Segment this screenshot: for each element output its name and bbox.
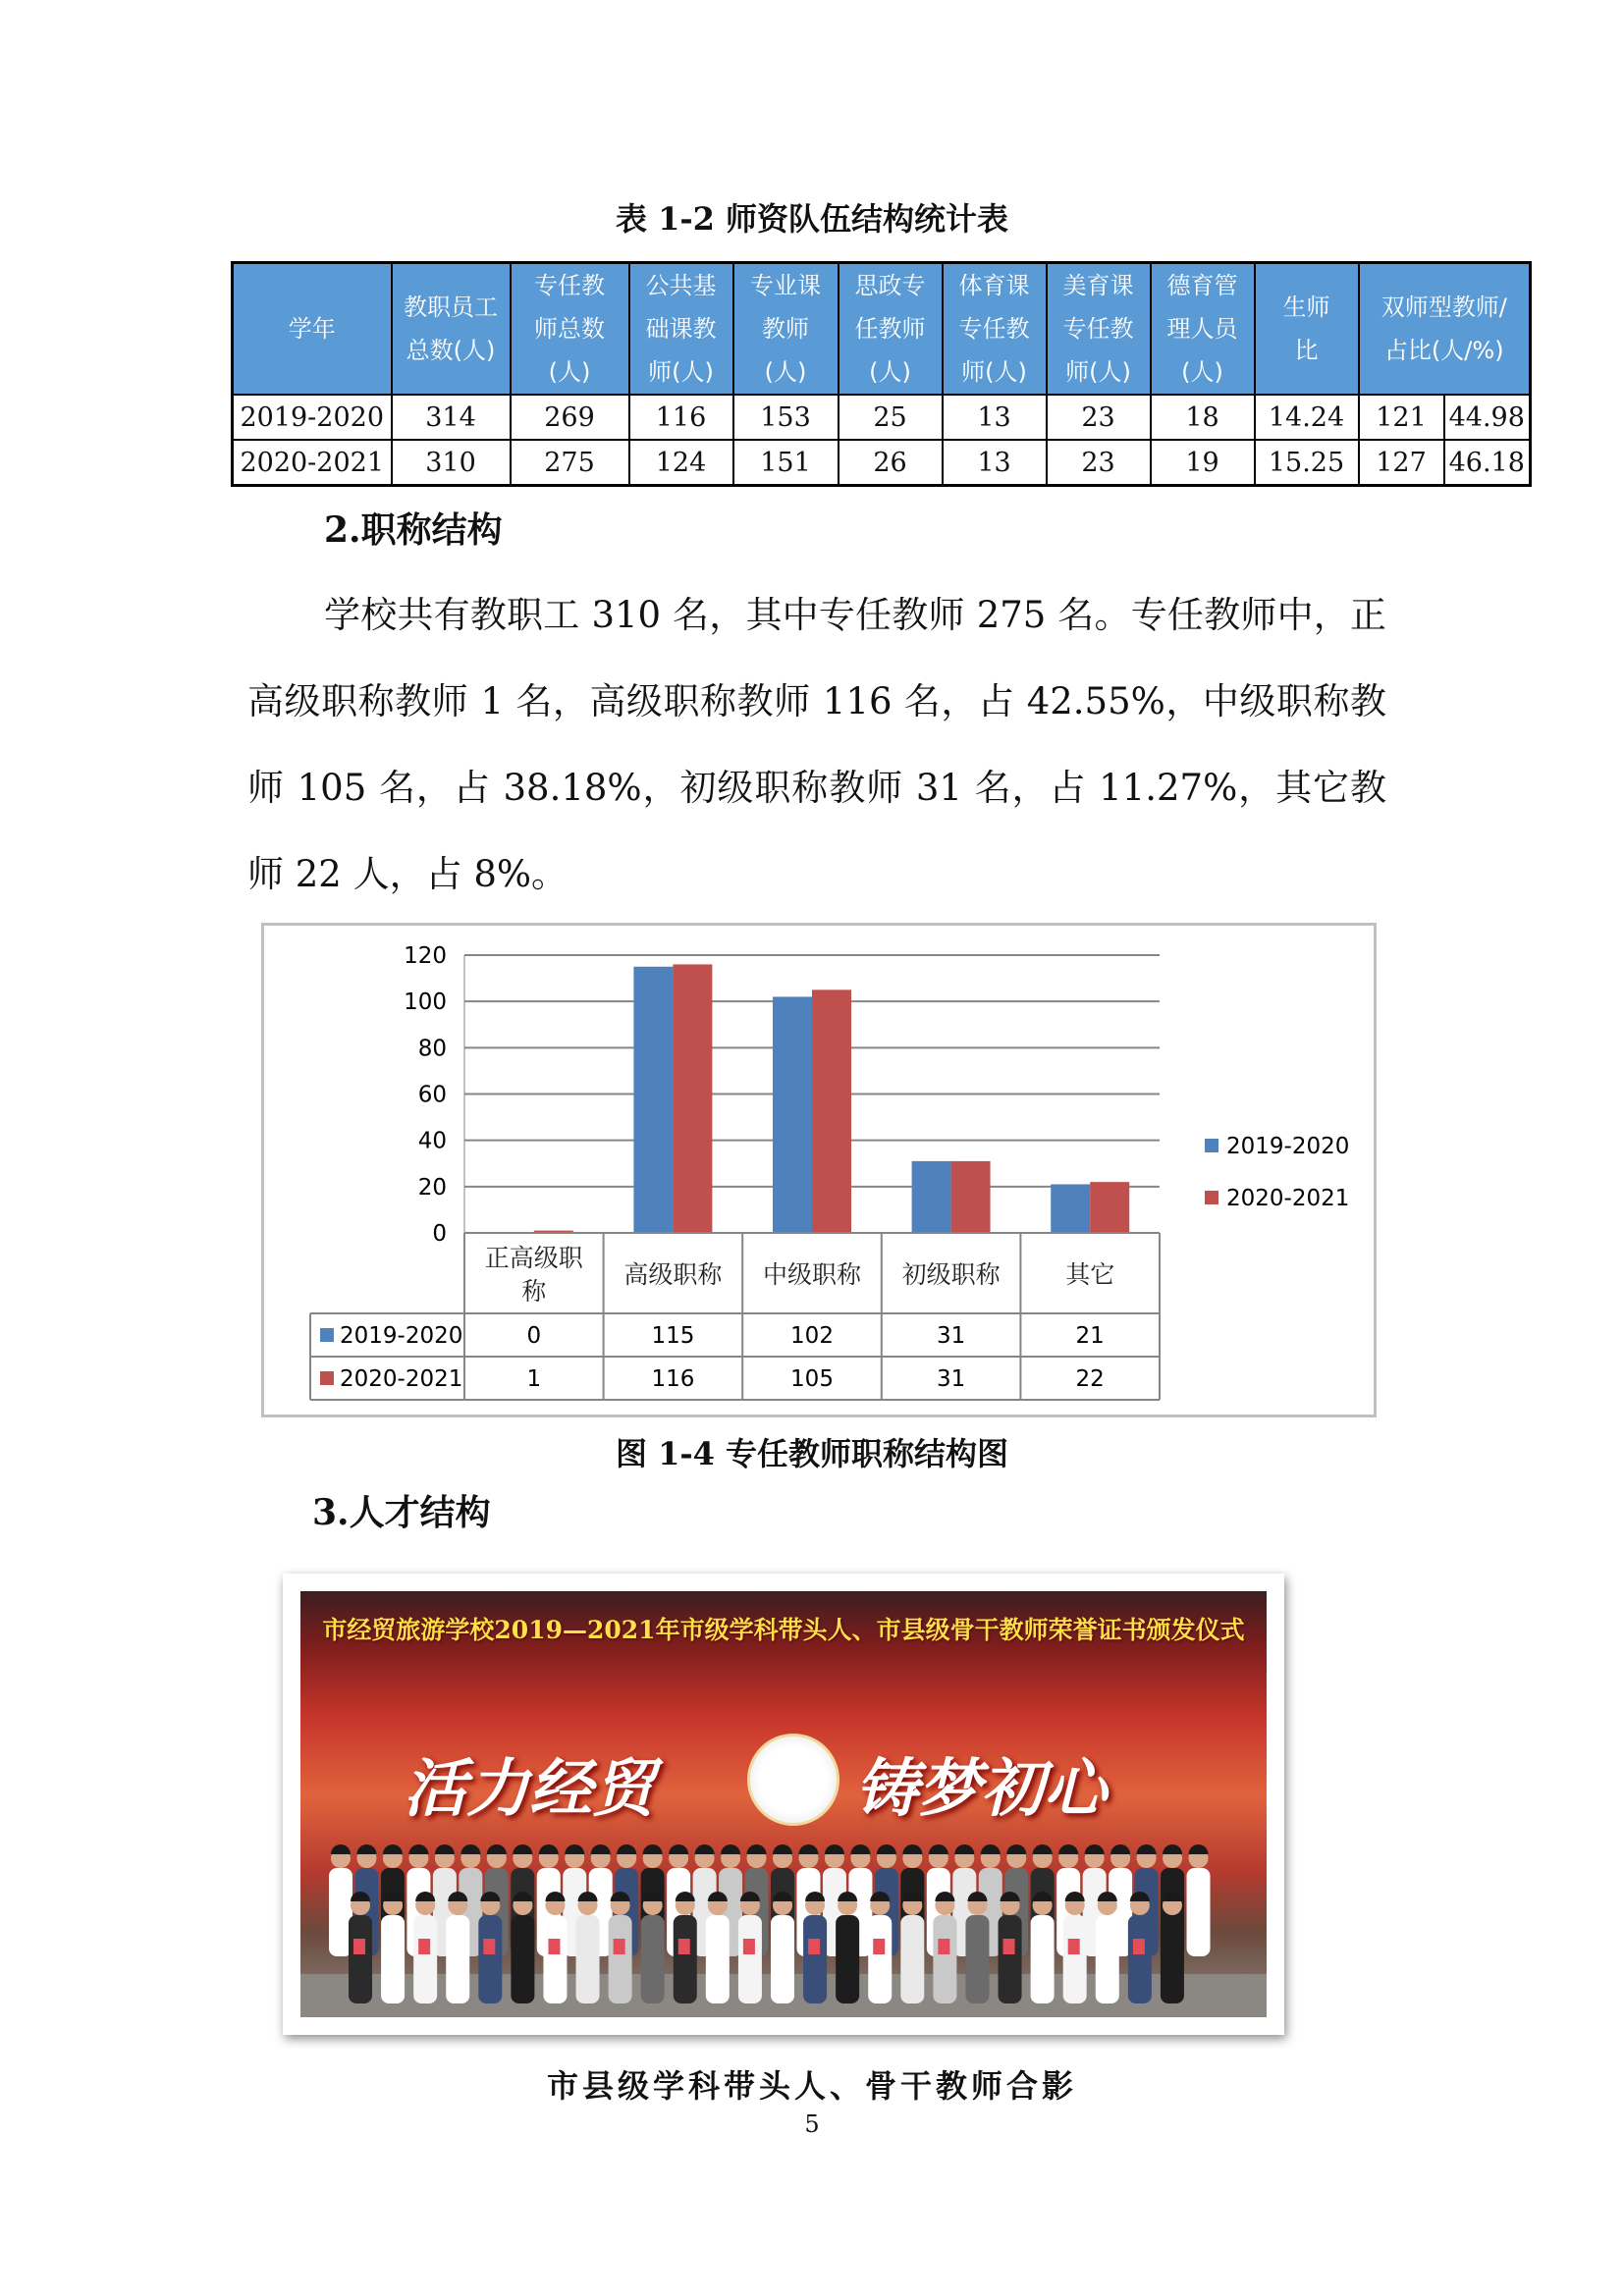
x-category-label: 正高级职 — [484, 1244, 583, 1272]
table-cell: 25 — [839, 395, 943, 440]
person-hair — [825, 1844, 844, 1854]
table-header-cell — [629, 263, 733, 396]
table-cell: 116 — [629, 395, 733, 440]
person-hair — [539, 1844, 559, 1854]
person-hair — [617, 1844, 636, 1854]
table-series-name: 2019-2020 — [340, 1323, 463, 1349]
table-series-name: 2020-2021 — [340, 1366, 463, 1392]
person-body — [1187, 1868, 1211, 1956]
table-header-cell — [839, 263, 943, 396]
table-cell: 14.24 — [1255, 395, 1359, 440]
bar-2019-2020 — [633, 967, 673, 1233]
certificate — [353, 1939, 365, 1954]
title-structure-chart — [261, 923, 1377, 1417]
section-2-paragraph — [247, 572, 1386, 918]
table-row — [233, 440, 1531, 486]
person-hair — [929, 1844, 948, 1854]
person-body — [478, 1915, 502, 2003]
header-line: 总数(人) — [406, 337, 496, 364]
bar-2020-2021 — [1090, 1182, 1129, 1233]
header-line: 德育管 — [1166, 272, 1238, 299]
person-hair — [1006, 1844, 1026, 1854]
data-label: 102 — [790, 1323, 834, 1349]
person-body — [1161, 1915, 1184, 2003]
data-label: 115 — [651, 1323, 695, 1349]
table-cell: 2020-2021 — [233, 440, 392, 486]
bar-2019-2020 — [773, 996, 812, 1233]
person-hair — [1110, 1844, 1130, 1854]
person-hair — [591, 1844, 611, 1854]
person-body — [446, 1915, 469, 2003]
table-cell: 124 — [629, 440, 733, 486]
table-body — [233, 395, 1531, 486]
person-body — [900, 1915, 924, 2003]
section-2-heading: 2.职称结构 — [324, 509, 503, 551]
certificate — [548, 1939, 560, 1954]
table-cell: 310 — [392, 440, 511, 486]
person-hair — [1189, 1844, 1209, 1854]
legend-key — [1205, 1191, 1218, 1204]
certificate — [1133, 1939, 1145, 1954]
certificate — [1003, 1939, 1015, 1954]
table-header-cell — [1047, 263, 1151, 396]
person-body — [868, 1915, 892, 2003]
table-header-row — [233, 263, 1531, 396]
y-tick-label: 20 — [417, 1174, 447, 1201]
y-tick-label: 60 — [417, 1082, 447, 1108]
person-hair — [669, 1844, 688, 1854]
person-hair — [1163, 1844, 1182, 1854]
person-body — [1096, 1915, 1119, 2003]
person-body — [999, 1915, 1022, 2003]
person-hair — [1033, 1844, 1053, 1854]
table-cell: 121 — [1359, 395, 1444, 440]
person-body — [576, 1915, 600, 2003]
person-body — [1063, 1915, 1087, 2003]
staff-structure-table — [231, 261, 1532, 487]
section-3-heading: 3.人才结构 — [312, 1492, 491, 1533]
certificate — [483, 1939, 495, 1954]
data-label: 22 — [1075, 1366, 1105, 1392]
person-body — [933, 1915, 956, 2003]
person-hair — [798, 1844, 818, 1854]
person-body — [349, 1915, 372, 2003]
person-hair — [721, 1844, 740, 1854]
table-header-cell — [233, 263, 392, 396]
person-body — [1128, 1915, 1152, 2003]
table-cell: 275 — [511, 440, 629, 486]
header-line: 学年 — [288, 315, 336, 343]
y-tick-label: 0 — [432, 1221, 447, 1247]
data-label: 31 — [936, 1366, 966, 1392]
group-photo-frame — [283, 1574, 1284, 2035]
header-line: 体育课 — [958, 272, 1030, 299]
person-hair — [1137, 1844, 1157, 1854]
table-header-cell — [733, 263, 839, 396]
certificate — [418, 1939, 430, 1954]
person-body — [609, 1915, 632, 2003]
y-tick-label: 120 — [404, 943, 447, 969]
person-hair — [954, 1844, 974, 1854]
person-body — [771, 1915, 794, 2003]
data-label: 116 — [651, 1366, 695, 1392]
y-tick-label: 40 — [417, 1128, 447, 1154]
data-label: 1 — [526, 1366, 542, 1392]
y-tick-label: 80 — [417, 1036, 447, 1062]
header-line: 双师型教师/ — [1380, 294, 1507, 321]
header-line: 专任教 — [1062, 315, 1134, 343]
paragraph-text: 学校共有教职工 310 名，其中专任教师 275 名。专任教师中，正高级职称教师 1 名，高级职称教师 116 名，占 42.55%，中级职称教师 105 名，占 38.18%，初级职称教师 31 名，占 11.27%，其它教师 22 人，占 8%。 — [247, 594, 1386, 895]
bar-2019-2020 — [912, 1161, 951, 1233]
x-category-label: 高级职称 — [623, 1260, 723, 1289]
table-header-cell — [1255, 263, 1359, 396]
person-hair — [1058, 1844, 1078, 1854]
header-line: (人) — [869, 358, 911, 386]
person-hair — [643, 1844, 663, 1854]
header-line: 专业课 — [750, 272, 821, 299]
table-cell: 18 — [1151, 395, 1255, 440]
table-cell: 13 — [943, 395, 1047, 440]
person-hair — [695, 1844, 715, 1854]
table-cell: 151 — [733, 440, 839, 486]
person-hair — [1085, 1844, 1105, 1854]
legend-label: 2020-2021 — [1226, 1186, 1350, 1211]
table-header-cell — [511, 263, 629, 396]
table-caption: 表 1-2 师资队伍结构统计表 — [615, 200, 1009, 238]
person-body — [413, 1915, 437, 2003]
certificate — [678, 1939, 690, 1954]
table-cell: 44.98 — [1444, 395, 1531, 440]
header-line: 师(人) — [1065, 358, 1131, 386]
header-line: 任教师 — [854, 315, 926, 343]
person-body — [965, 1915, 989, 2003]
certificate — [873, 1939, 885, 1954]
header-line: 理人员 — [1166, 315, 1238, 343]
person-body — [738, 1915, 762, 2003]
header-line: 思政专 — [854, 272, 926, 299]
y-tick-label: 100 — [404, 989, 447, 1016]
person-hair — [435, 1844, 455, 1854]
table-cell: 26 — [839, 440, 943, 486]
table-legend-key — [320, 1328, 334, 1342]
x-category-label: 其它 — [1065, 1260, 1115, 1289]
header-line: (人) — [764, 358, 807, 386]
header-line: 师(人) — [961, 358, 1027, 386]
person-body — [381, 1915, 405, 2003]
person-body — [836, 1915, 859, 2003]
person-hair — [408, 1844, 428, 1854]
table-header-cell — [1151, 263, 1255, 396]
header-line: (人) — [1181, 358, 1223, 386]
person-body — [543, 1915, 567, 2003]
table-cell: 23 — [1047, 440, 1151, 486]
table-cell: 127 — [1359, 440, 1444, 486]
table-legend-key — [320, 1371, 334, 1385]
header-line: 师总数 — [534, 315, 605, 343]
chart-canvas — [264, 926, 1374, 1415]
certificate — [938, 1939, 949, 1954]
person-hair — [383, 1844, 403, 1854]
person-hair — [513, 1844, 532, 1854]
legend-key — [1205, 1139, 1218, 1152]
x-category-label: 中级职称 — [762, 1260, 862, 1289]
header-line: 础课教 — [645, 315, 717, 343]
table-header-cell — [1359, 263, 1531, 396]
table-header-cell — [943, 263, 1047, 396]
group-photo — [300, 1591, 1267, 2017]
table-cell: 23 — [1047, 395, 1151, 440]
person-hair — [877, 1844, 896, 1854]
data-label: 0 — [526, 1323, 542, 1349]
header-line: 比 — [1294, 337, 1319, 364]
photo-slogan-right: 铸梦初心 — [855, 1752, 1107, 1826]
table-cell: 15.25 — [1255, 440, 1359, 486]
photo-slogan-left: 活力经贸 — [404, 1752, 655, 1826]
person-hair — [850, 1844, 870, 1854]
x-category-label: 称 — [521, 1277, 547, 1306]
table-row — [233, 395, 1531, 440]
legend-label: 2019-2020 — [1226, 1134, 1350, 1159]
table-cell: 2019-2020 — [233, 395, 392, 440]
table-cell: 46.18 — [1444, 440, 1531, 486]
person-hair — [902, 1844, 922, 1854]
header-line: 美育课 — [1062, 272, 1134, 299]
certificate — [808, 1939, 820, 1954]
header-line: (人) — [548, 358, 591, 386]
header-line: 师(人) — [648, 358, 714, 386]
page-number: 5 — [804, 2110, 820, 2138]
header-line: 占比(人/%) — [1383, 337, 1504, 364]
person-body — [641, 1915, 665, 2003]
table-cell: 13 — [943, 440, 1047, 486]
bar-2020-2021 — [812, 989, 851, 1233]
bar-2020-2021 — [673, 964, 712, 1233]
person-body — [706, 1915, 730, 2003]
table-cell: 314 — [392, 395, 511, 440]
person-hair — [981, 1844, 1001, 1854]
data-label: 105 — [790, 1366, 834, 1392]
data-label: 31 — [936, 1323, 966, 1349]
person-body — [1031, 1915, 1055, 2003]
certificate — [743, 1939, 755, 1954]
table-cell: 153 — [733, 395, 839, 440]
header-line: 公共基 — [645, 272, 717, 299]
certificate — [1068, 1939, 1080, 1954]
person-body — [674, 1915, 697, 2003]
header-line: 专任教 — [958, 315, 1030, 343]
person-hair — [773, 1844, 792, 1854]
person-hair — [565, 1844, 584, 1854]
school-logo-icon — [747, 1734, 839, 1826]
table-cell: 19 — [1151, 440, 1255, 486]
photo-banner-text: 市经贸旅游学校2019—2021年市级学科带头人、市县级骨干教师荣誉证书颁发仪式 — [322, 1616, 1245, 1644]
person-hair — [356, 1844, 376, 1854]
bar-2019-2020 — [1051, 1184, 1090, 1233]
x-category-label: 初级职称 — [901, 1260, 1001, 1289]
person-hair — [487, 1844, 507, 1854]
data-label: 21 — [1075, 1323, 1105, 1349]
table-cell: 269 — [511, 395, 629, 440]
bar-2020-2021 — [951, 1161, 991, 1233]
person-body — [511, 1915, 534, 2003]
figure-caption: 图 1-4 专任教师职称结构图 — [615, 1435, 1009, 1472]
header-line: 教师 — [762, 315, 809, 343]
person-body — [803, 1915, 827, 2003]
table-header-cell — [392, 263, 511, 396]
header-line: 生师 — [1282, 294, 1330, 321]
header-line: 专任教 — [534, 272, 605, 299]
certificate — [614, 1939, 625, 1954]
header-line: 教职员工 — [404, 294, 498, 321]
photo-caption: 市县级学科带头人、骨干教师合影 — [546, 2067, 1077, 2105]
person-hair — [747, 1844, 767, 1854]
person-hair — [460, 1844, 480, 1854]
person-hair — [331, 1844, 351, 1854]
